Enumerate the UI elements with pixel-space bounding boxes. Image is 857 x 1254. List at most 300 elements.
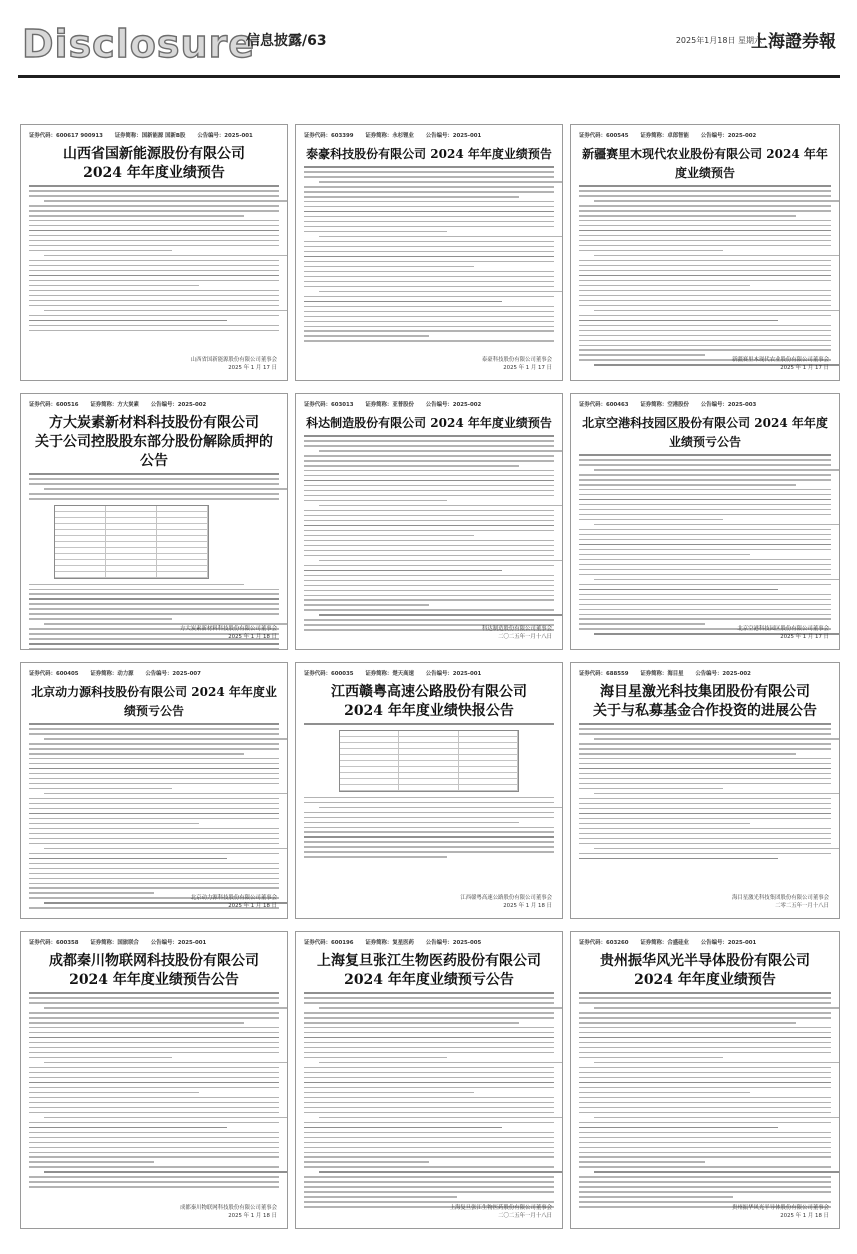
text-line <box>579 464 831 466</box>
text-line <box>304 490 554 492</box>
notice-number: 公告编号：2025-003 <box>700 402 757 408</box>
text-line <box>579 1196 733 1198</box>
text-line <box>29 828 279 830</box>
text-line <box>319 450 563 452</box>
text-line <box>29 748 279 750</box>
text-line <box>579 833 831 835</box>
text-line <box>304 311 554 313</box>
notice-number: 公告编号：2025-002 <box>695 671 751 677</box>
text-line <box>304 281 554 283</box>
stock-short-name: 证券简称：合盛硅业 <box>640 940 689 946</box>
text-line <box>304 1022 519 1024</box>
text-line <box>304 470 554 472</box>
notice-meta <box>29 938 279 946</box>
text-line <box>304 1082 554 1084</box>
notice-signature <box>191 356 277 372</box>
text-line <box>579 245 831 247</box>
notice-number: 公告编号：2025-001 <box>150 940 207 946</box>
text-line <box>44 1117 288 1119</box>
text-line <box>579 728 831 730</box>
text-line <box>579 574 831 576</box>
text-line <box>579 763 831 765</box>
text-line <box>579 185 831 187</box>
notice-body <box>304 992 554 1208</box>
text-line <box>319 1007 563 1009</box>
text-line <box>304 221 554 223</box>
text-line <box>304 191 554 193</box>
text-line <box>304 211 554 213</box>
notice-3 <box>570 124 840 381</box>
text-line <box>304 992 554 994</box>
notice-signature <box>482 356 552 372</box>
text-line <box>304 246 554 248</box>
text-line <box>29 608 279 610</box>
text-line <box>579 1092 750 1094</box>
text-line <box>579 614 831 616</box>
text-line <box>304 1027 554 1029</box>
text-line <box>304 550 554 552</box>
text-line <box>29 1176 279 1178</box>
stock-short-name: 证券简称：复星医药 <box>365 940 414 946</box>
text-line <box>29 863 279 865</box>
text-line <box>304 580 554 582</box>
text-line <box>304 261 554 263</box>
text-line <box>29 997 279 999</box>
notice-date: 2025 年 1 月 17 日 <box>503 365 552 371</box>
title-line: 泰豪科技股份有限公司 2024 年年度业绩预告 <box>306 147 552 161</box>
text-line <box>579 459 831 461</box>
text-line <box>304 226 554 228</box>
text-line <box>579 494 831 496</box>
text-line <box>579 823 750 825</box>
text-line <box>579 554 750 556</box>
notice-number: 公告编号：2025-001 <box>197 133 253 139</box>
notice-5 <box>295 393 563 650</box>
text-line <box>29 235 279 237</box>
text-line <box>304 1201 554 1203</box>
text-line <box>29 220 279 222</box>
text-line <box>29 1156 279 1158</box>
text-line <box>304 335 429 337</box>
text-line <box>29 833 279 835</box>
notice-8 <box>295 662 563 919</box>
text-line <box>29 1137 279 1139</box>
title-line: 2024 年年度业绩预告公告 <box>69 972 239 988</box>
notice-6 <box>570 393 840 650</box>
text-line <box>579 1032 831 1034</box>
text-line <box>579 544 831 546</box>
section-brand: Disclosure <box>22 22 256 66</box>
text-line <box>579 529 831 531</box>
text-line <box>579 280 831 282</box>
text-line <box>29 1067 279 1069</box>
title-line: 关于公司控股股东部分股份解除质押的公告 <box>35 434 273 469</box>
stock-code: 证券代码：600463 <box>579 402 629 408</box>
text-line <box>579 1072 831 1074</box>
text-line <box>29 1161 154 1163</box>
title-line: 科达制造股份有限公司 2024 年年度业绩预告 <box>306 416 552 430</box>
text-line <box>44 1062 288 1064</box>
text-line <box>29 295 279 297</box>
text-line <box>44 1007 288 1009</box>
issuer-name: 北京空港科技园区股份有限公司董事会 <box>737 626 829 632</box>
stock-code: 证券代码：600358 <box>29 940 79 946</box>
text-line <box>304 296 554 298</box>
text-line <box>304 306 554 308</box>
text-line <box>29 843 279 845</box>
text-line <box>304 495 554 497</box>
title-line: 关于与私募基金合作投资的进展公告 <box>593 703 817 719</box>
text-line <box>304 186 554 188</box>
text-line <box>29 618 172 620</box>
text-line <box>594 579 840 581</box>
stock-short-name: 证券简称：国新能源 国新B股 <box>114 133 186 139</box>
text-line <box>304 822 519 824</box>
text-line <box>29 478 279 480</box>
text-line <box>304 340 554 342</box>
text-line <box>29 1012 279 1014</box>
text-line <box>29 1002 279 1004</box>
title-line: 北京动力源科技股份有限公司 2024 年年度业绩预亏公告 <box>31 685 277 718</box>
stock-short-name: 证券简称：卓郎智能 <box>640 133 689 139</box>
text-line <box>319 1117 563 1119</box>
text-line <box>29 584 244 586</box>
title-line: 成都秦川物联网科技股份有限公司 <box>49 953 259 969</box>
stock-code: 证券代码：603013 <box>304 402 354 408</box>
text-line <box>304 525 554 527</box>
text-line <box>29 225 279 227</box>
text-line <box>29 598 279 600</box>
text-line <box>579 290 831 292</box>
text-line <box>304 831 554 833</box>
notice-date: 2025 年 1 月 18 日 <box>228 1213 277 1219</box>
notice-signature <box>732 356 829 372</box>
issuer-name: 上海复旦张江生物医药股份有限公司董事会 <box>449 1205 552 1211</box>
issue-date: 2025年1月18日 星期六 <box>675 36 762 45</box>
text-line <box>29 1186 279 1188</box>
notice-title <box>304 145 554 164</box>
text-line <box>304 817 554 819</box>
stock-code: 证券代码：600405 <box>29 671 79 677</box>
text-line <box>29 1087 279 1089</box>
text-line <box>579 320 778 322</box>
text-line <box>579 743 831 745</box>
title-line: 2024 年年度业绩预告 <box>83 165 225 181</box>
text-line <box>44 488 288 490</box>
text-line <box>579 569 831 571</box>
text-line <box>579 798 831 800</box>
text-line <box>304 176 554 178</box>
text-line <box>579 1102 831 1104</box>
notice-number: 公告编号：2025-007 <box>145 671 201 677</box>
notice-number: 公告编号：2025-005 <box>425 940 482 946</box>
text-line <box>579 773 831 775</box>
notice-body <box>29 473 279 650</box>
stock-code: 证券代码：600617 900913 <box>29 133 103 139</box>
text-line <box>304 1047 554 1049</box>
text-line <box>29 758 279 760</box>
text-line <box>29 240 279 242</box>
issuer-name: 贵州振华风光半导体股份有限公司董事会 <box>731 1205 829 1211</box>
text-line <box>29 887 279 889</box>
text-line <box>579 1082 831 1084</box>
text-line <box>304 1067 554 1069</box>
text-line <box>304 196 519 198</box>
stock-code: 证券代码：603260 <box>579 940 629 946</box>
text-line <box>579 783 831 785</box>
text-line <box>304 201 554 203</box>
stock-code: 证券代码：600516 <box>29 402 79 408</box>
title-line: 江西赣粤高速公路股份有限公司 <box>331 684 527 700</box>
text-line <box>319 181 563 183</box>
text-line <box>304 723 554 725</box>
text-line <box>304 460 554 462</box>
text-line <box>319 505 563 507</box>
stock-code: 证券代码：600545 <box>579 133 629 139</box>
text-line <box>29 773 279 775</box>
text-line <box>29 788 172 790</box>
text-line <box>29 992 279 994</box>
text-line <box>579 499 831 501</box>
text-line <box>29 1107 279 1109</box>
text-line <box>579 1087 831 1089</box>
notice-signature <box>460 894 552 910</box>
notice-meta <box>304 131 554 139</box>
text-line <box>304 1161 429 1163</box>
text-line <box>319 1171 563 1173</box>
notice-number: 公告编号：2025-002 <box>700 133 757 139</box>
text-line <box>579 584 831 586</box>
stock-short-name: 证券简称：动力源 <box>90 671 134 677</box>
text-line <box>579 838 831 840</box>
stock-code: 证券代码：600035 <box>304 671 354 677</box>
text-line <box>304 570 502 572</box>
text-line <box>579 748 831 750</box>
text-line <box>29 275 279 277</box>
text-line <box>29 1127 227 1129</box>
text-line <box>579 604 831 606</box>
text-line <box>579 210 831 212</box>
text-line <box>29 190 279 192</box>
text-line <box>319 1062 563 1064</box>
text-line <box>304 440 554 442</box>
stock-short-name: 证券简称：国旅联合 <box>90 940 139 946</box>
notice-title <box>29 683 279 721</box>
text-line <box>29 1082 279 1084</box>
notice-number: 公告编号：2025-002 <box>150 402 207 408</box>
text-line <box>579 1181 831 1183</box>
text-line <box>579 315 831 317</box>
text-line <box>319 807 563 809</box>
text-line <box>304 480 554 482</box>
text-line <box>304 435 554 437</box>
notice-body <box>304 166 554 342</box>
text-line <box>304 1127 502 1129</box>
text-line <box>304 1186 554 1188</box>
text-line <box>304 619 554 621</box>
text-line <box>579 992 831 994</box>
text-line <box>29 280 279 282</box>
data-table <box>54 505 209 579</box>
text-line <box>29 733 279 735</box>
notice-title <box>579 952 831 990</box>
notice-signature <box>180 625 277 641</box>
text-line <box>29 868 279 870</box>
text-line <box>579 230 831 232</box>
text-line <box>579 753 796 755</box>
text-line <box>304 485 554 487</box>
text-line <box>304 1037 554 1039</box>
text-line <box>579 1132 831 1134</box>
text-line <box>579 1097 831 1099</box>
text-line <box>29 1037 279 1039</box>
text-line <box>579 828 831 830</box>
text-line <box>304 1012 554 1014</box>
text-line <box>579 240 831 242</box>
text-line <box>304 545 554 547</box>
text-line <box>579 1057 723 1059</box>
text-line <box>304 286 554 288</box>
notice-date: 2025 年 1 月 18 日 <box>503 903 552 909</box>
notice-meta <box>579 131 831 139</box>
text-line <box>304 812 554 814</box>
text-line <box>29 753 244 755</box>
text-line <box>304 836 554 838</box>
text-line <box>594 310 840 312</box>
text-line <box>579 1161 705 1163</box>
text-line <box>29 603 279 605</box>
text-line <box>304 301 502 303</box>
text-line <box>594 200 840 202</box>
text-line <box>304 1087 554 1089</box>
text-line <box>594 524 840 526</box>
text-line <box>304 802 554 804</box>
text-line <box>29 808 279 810</box>
text-line <box>29 892 154 894</box>
text-line <box>29 1032 279 1034</box>
text-line <box>579 330 831 332</box>
text-line <box>579 345 831 347</box>
text-line <box>29 1112 279 1114</box>
text-line <box>304 595 554 597</box>
text-line <box>579 1191 831 1193</box>
text-line <box>304 510 554 512</box>
text-line <box>304 851 554 853</box>
notice-12 <box>570 931 840 1229</box>
notice-7 <box>20 662 288 919</box>
text-line <box>304 1112 554 1114</box>
text-line <box>29 330 279 332</box>
notice-body <box>579 992 831 1208</box>
text-line <box>304 271 554 273</box>
stock-code: 证券代码：603399 <box>304 133 354 139</box>
notice-date: 2025 年 1 月 17 日 <box>780 634 829 640</box>
text-line <box>579 778 831 780</box>
text-line <box>319 291 563 293</box>
text-line <box>29 270 279 272</box>
issuer-name: 成都秦川物联网科技股份有限公司董事会 <box>179 1205 277 1211</box>
text-line <box>579 285 750 287</box>
notice-number: 公告编号：2025-001 <box>700 940 757 946</box>
text-line <box>29 883 279 885</box>
text-line <box>579 1017 831 1019</box>
text-line <box>29 878 279 880</box>
notice-title <box>304 414 554 433</box>
newspaper-name: 上海證券報 <box>751 32 836 52</box>
text-line <box>29 838 279 840</box>
notice-signature <box>732 1204 829 1220</box>
notice-date: 二〇二五年一月十八日 <box>498 1213 552 1219</box>
text-line <box>579 235 831 237</box>
text-line <box>304 1077 554 1079</box>
text-line <box>579 1122 831 1124</box>
text-line <box>579 559 831 561</box>
text-line <box>304 171 554 173</box>
text-line <box>579 519 723 521</box>
text-line <box>579 1022 796 1024</box>
text-line <box>304 251 554 253</box>
text-line <box>579 354 705 356</box>
text-line <box>29 1022 244 1024</box>
text-line <box>579 1127 778 1129</box>
text-line <box>44 738 288 740</box>
text-line <box>304 535 474 537</box>
text-line <box>579 454 831 456</box>
text-line <box>594 738 840 740</box>
text-line <box>29 1142 279 1144</box>
text-line <box>29 473 279 475</box>
text-line <box>304 1032 554 1034</box>
text-line <box>304 206 554 208</box>
text-line <box>579 534 831 536</box>
text-line <box>579 1147 831 1149</box>
text-line <box>579 1142 831 1144</box>
notice-signature <box>180 1204 277 1220</box>
text-line <box>29 205 279 207</box>
text-line <box>29 589 279 591</box>
text-line <box>304 231 447 233</box>
text-line <box>304 585 554 587</box>
stock-short-name: 证券简称：亚普股份 <box>365 402 414 408</box>
notice-meta <box>579 400 831 408</box>
text-line <box>579 305 831 307</box>
text-line <box>29 783 279 785</box>
text-line <box>29 873 279 875</box>
text-line <box>29 768 279 770</box>
text-line <box>579 349 831 351</box>
title-line: 上海复旦张江生物医药股份有限公司 <box>317 953 541 969</box>
notice-title <box>29 952 279 990</box>
notice-9 <box>570 662 840 919</box>
issuer-name: 海目星激光科技集团股份有限公司董事会 <box>731 895 829 901</box>
text-line <box>29 185 279 187</box>
text-line <box>304 520 554 522</box>
notice-signature <box>191 894 277 910</box>
text-line <box>304 797 554 799</box>
text-line <box>579 509 831 511</box>
title-line: 山西省国新能源股份有限公司 <box>63 146 245 162</box>
text-line <box>304 266 474 268</box>
text-line <box>304 330 554 332</box>
text-line <box>579 803 831 805</box>
text-line <box>29 210 279 212</box>
text-line <box>29 798 279 800</box>
text-line <box>579 858 778 860</box>
notice-title <box>304 683 554 721</box>
issuer-name: 北京动力源科技股份有限公司董事会 <box>190 895 277 901</box>
text-line <box>304 1166 554 1168</box>
text-line <box>304 465 519 467</box>
